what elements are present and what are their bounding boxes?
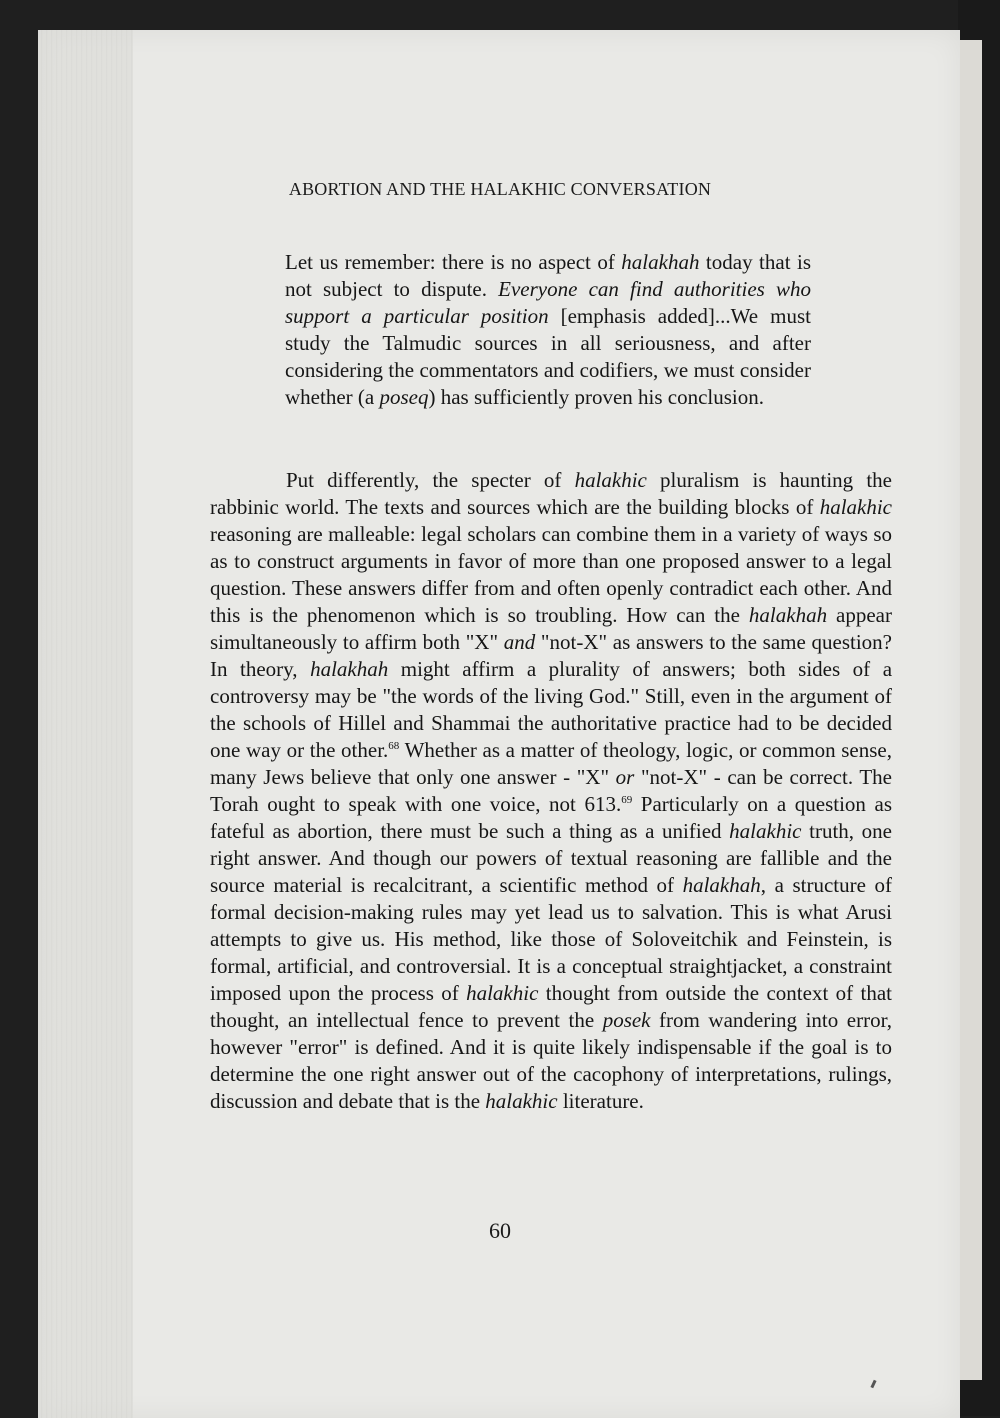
footnote-ref-68: 68 [388, 740, 400, 752]
adjacent-page-edge [960, 40, 982, 1380]
page-number: 60 [489, 1218, 511, 1243]
footnote-ref-69: 69 [621, 794, 633, 806]
page-stack-edges [38, 30, 133, 1418]
body-paragraph: Put differently, the specter of halakhic pluralism is haunting the rabbinic world. The texts and sources which are the building blocks of halakhic reasoning are malleable: legal scholars can combine them in a variety of ways so as to construct arguments in favor of more than one proposed answer to a legal question. These answers differ from and often openly contradict each other. And this is the phenomenon which is so troubling. How can the halakhah appear simultaneously to affirm both "X" and "not-X" as answers to the same question? In theory, halakhah might affirm a plurality of answers; both sides of a controversy may be "the words of the living God." Still, even in the argument of the schools of Hillel and Shammai the authoritative practice had to be decided one way or the other.$^{68}$ Whether as a matter of theology, logic, or common sense, many Jews believe that only one answer - "X" or "not-X" - can be correct. The Torah ought to speak with one voice, not 613.69 Particularly on a question as fateful as abortion, there must be such a thing as a unified halakhic truth, one right answer. And though our powers of textual reasoning are fallible and the source material is recalcitrant, a scientific method of halakhah, a structure of formal decision-making rules may yet lead us to salvation. This is what Arusi attempts to give us. His method, like those of Soloveitchik and Feinstein, is formal, artificial, and controversial. It is a conceptual straightjacket, a constraint imposed upon the process of halakhic thought from outside the context of that thought, an intellectual fence to prevent the posek from wandering into error, however "error" is defined. And it is quite likely indispensable if the goal is to determine the one right answer out of the cacophony of interpretations, rulings, discussion and debate that is the halakhic literature. [210, 468, 893, 1113]
running-header: ABORTION AND THE HALAKHIC CONVERSATION [288, 179, 712, 199]
block-quote: Let us remember: there is no aspect of halakhah today that is not subject to dispute. Everyone can find authorities who support a particular position [emphasis added]...We must study the Talmudic sources in all seriousness, and after considering the commentators and codifiers, we must consider whether (a poseq) has sufficiently proven his conclusion. [285, 250, 812, 409]
